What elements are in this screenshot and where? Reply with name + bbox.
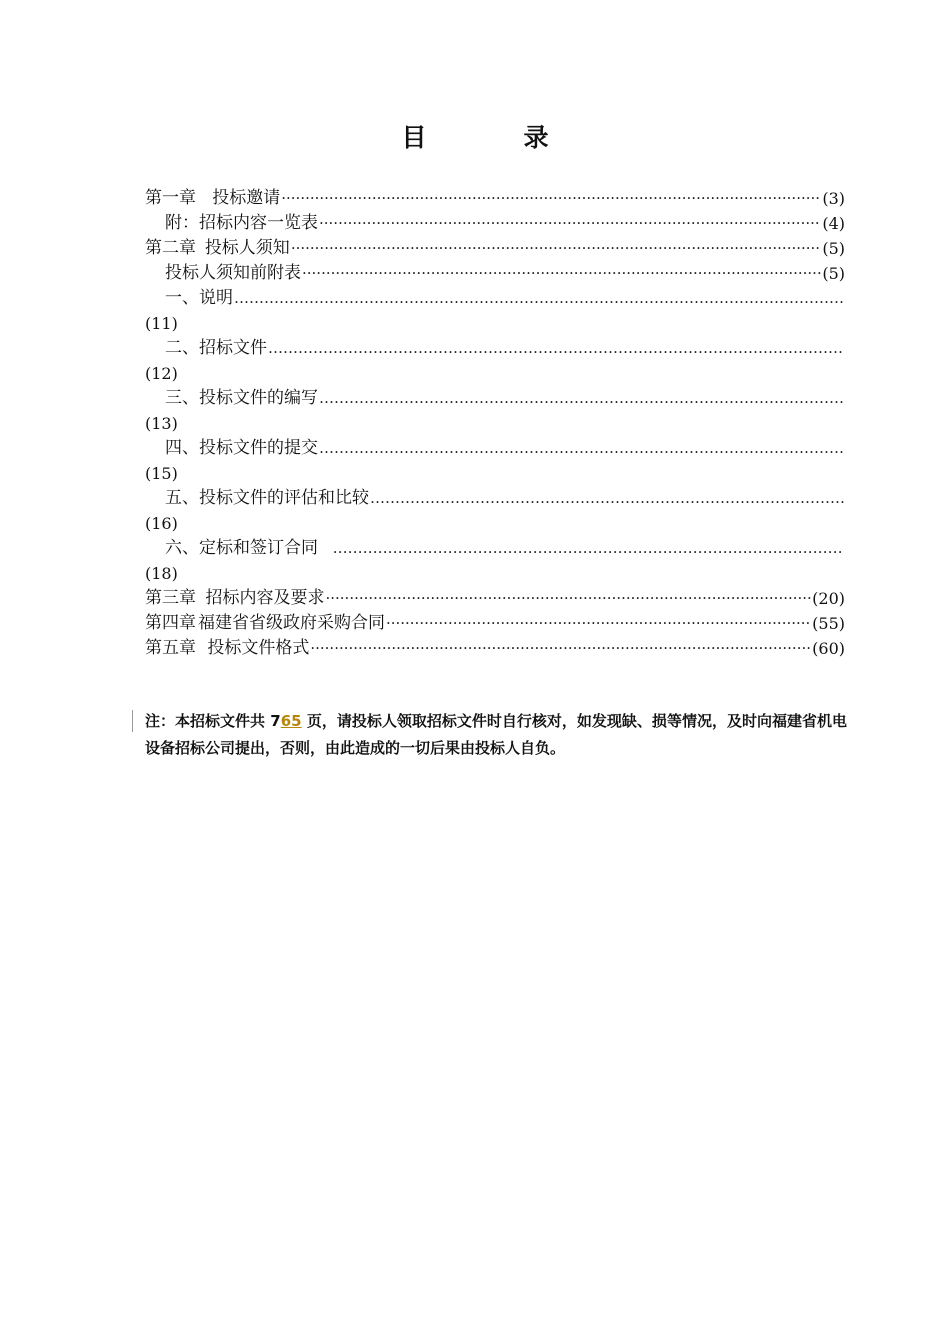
document-title: 目 录 — [401, 123, 585, 152]
table-of-contents — [145, 186, 845, 661]
toc-page-number: (5) — [822, 239, 845, 258]
chapter-number: 第三章 — [145, 588, 196, 608]
dot-leader — [319, 211, 821, 236]
tracked-change-insertion: 65 — [280, 712, 302, 730]
notice-paragraph — [145, 708, 847, 762]
toc-page-number: (16) — [145, 514, 178, 533]
toc-entry-text: 二、招标文件 — [165, 338, 267, 358]
dot-leader — [302, 261, 821, 286]
dot-leader — [325, 586, 811, 611]
toc-page-number: (55) — [812, 614, 845, 633]
revision-bar — [132, 710, 133, 732]
toc-entry-section-2 — [145, 336, 845, 361]
toc-entry-chapter-4 — [145, 611, 845, 636]
dot-leader — [319, 386, 844, 411]
chapter-number: 第一章 — [145, 188, 196, 208]
toc-entry-chapter-3 — [145, 586, 845, 611]
toc-entry-text: 投标文件格式 — [207, 638, 310, 658]
toc-entry-appendix — [145, 211, 845, 236]
toc-entry-text: 投标人须知前附表 — [165, 263, 301, 283]
toc-entry-text: 一、说明 — [165, 288, 233, 308]
toc-entry-text: 五、投标文件的评估和比较 — [165, 488, 369, 508]
toc-entry-text: 三、投标文件的编写 — [165, 388, 318, 408]
dot-leader — [333, 536, 844, 561]
toc-page-number: (13) — [145, 414, 178, 433]
toc-entry-chapter-2 — [145, 236, 845, 261]
toc-page-number: (4) — [822, 214, 845, 233]
dot-leader — [234, 286, 844, 311]
toc-page-number: (3) — [822, 189, 845, 208]
toc-entry-section-4 — [145, 436, 845, 461]
dot-leader — [386, 611, 811, 636]
toc-page-number: (11) — [145, 314, 178, 333]
toc-entry-front-table — [145, 261, 845, 286]
chapter-number: 第四章 — [145, 613, 196, 633]
dot-leader — [310, 636, 811, 661]
toc-page-number: (20) — [812, 589, 845, 608]
toc-page-number: (5) — [822, 264, 845, 283]
toc-entry-text: 六、定标和签订合同 — [165, 538, 318, 558]
toc-entry-section-5 — [145, 486, 845, 511]
notice-prefix: 注：本招标文件共 7 — [145, 712, 281, 730]
dot-leader — [370, 486, 844, 511]
dot-leader — [319, 436, 844, 461]
notice-suffix: 页，请投标人领取招标文件时自行核对，如发现缺、损等情况，及时向福建省机电设备招标公司提出，否则，由此造成的一切后果由投标人自负。 — [145, 712, 847, 757]
toc-entry-text: 招标内容及要求 — [205, 588, 325, 608]
toc-page-number: (18) — [145, 564, 178, 583]
toc-entry-section-6 — [145, 536, 845, 561]
chapter-number: 第五章 — [145, 638, 196, 658]
toc-entry-text: 投标邀请 — [212, 188, 281, 208]
toc-entry-text: 投标人须知 — [204, 238, 290, 258]
toc-entry-section-1 — [145, 286, 845, 311]
toc-entry-text: 附：招标内容一览表 — [165, 213, 318, 233]
toc-entry-chapter-5 — [145, 636, 845, 661]
chapter-number: 第二章 — [145, 238, 196, 258]
toc-page-number: (60) — [812, 639, 845, 658]
toc-entry-chapter-1 — [145, 186, 845, 211]
toc-page-number: (12) — [145, 364, 178, 383]
toc-entry-text: 福建省省级政府采购合同 — [197, 613, 385, 633]
toc-entry-section-3 — [145, 386, 845, 411]
dot-leader — [281, 186, 821, 211]
toc-entry-text: 四、投标文件的提交 — [165, 438, 318, 458]
dot-leader — [291, 236, 822, 261]
toc-page-number: (15) — [145, 464, 178, 483]
dot-leader — [268, 336, 844, 361]
